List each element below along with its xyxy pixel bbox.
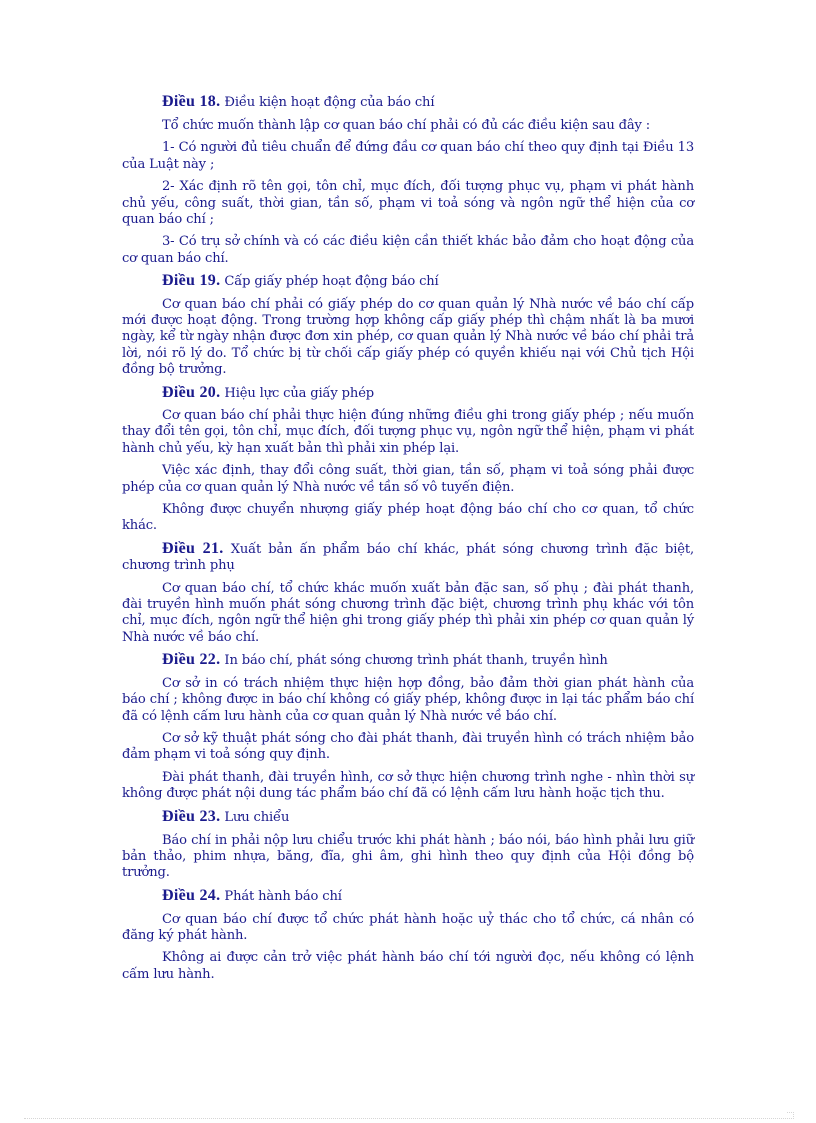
article-title: In báo chí, phát sóng chương trình phát thanh, truyền hình [224, 653, 608, 669]
article-number: Điều 22. [162, 651, 221, 669]
document-body [122, 94, 694, 989]
paragraph: Cơ quan báo chí, tổ chức khác muốn xuất bản đặc san, số phụ ; đài phát thanh, đài truyền hình muốn phát sóng chương trình đặc biệt, chương trình phụ khác với tôn chỉ, mục đích, ngôn ngữ thể hiện ghi trong giấy phép thì phải xin phép cơ quan quản lý Nhà nước về báo chí. [122, 581, 694, 645]
article-number: Điều 18. [162, 93, 221, 110]
page-bottom-border [24, 1118, 792, 1119]
article-number: Điều 24. [162, 886, 221, 904]
article-heading [122, 541, 694, 574]
article-title: Cấp giấy phép hoạt động báo chí [224, 274, 439, 290]
paragraph: Báo chí in phải nộp lưu chiểu trước khi phát hành ; báo nói, báo hình phải lưu giữ bản thảo, phim nhựa, băng, đĩa, ghi âm, ghi hình theo quy định của Hội đồng bộ trưởng. [122, 832, 694, 881]
paragraph: Cơ quan báo chí phải có giấy phép do cơ quan quản lý Nhà nước về báo chí cấp mới được hoạt động. Trong trường hợp không cấp giấy phép thì chậm nhất là ba mươi ngày, kể từ ngày nhận được đơn xin phép, cơ quan quản lý Nhà nước về báo chí phải trả lời, nói rõ lý do. Tổ chức bị từ chối cấp giấy phép có quyền khiếu nại với Chủ tịch Hội đồng bộ trưởng. [122, 297, 694, 377]
article-heading [122, 273, 694, 290]
article-heading [122, 94, 694, 111]
article-heading [122, 888, 694, 905]
paragraph: Đài phát thanh, đài truyền hình, cơ sở thực hiện chương trình nghe - nhìn thời sự không được phát nội dung tác phẩm báo chí đã có lệnh cấm lưu hành hoặc tịch thu. [122, 770, 694, 802]
paragraph: Không ai được cản trở việc phát hành báo chí tới người đọc, nếu không có lệnh cấm lưu hành. [122, 950, 694, 982]
paragraph: Tổ chức muốn thành lập cơ quan báo chí phải có đủ các điều kiện sau đây : [162, 117, 651, 133]
paragraph: Cơ sở in có trách nhiệm thực hiện hợp đồng, bảo đảm thời gian phát hành của báo chí ; không được in báo chí không có giấy phép, không được in lại tác phẩm báo chí đã có lệnh cấm lưu hành của cơ quan quản lý Nhà nước về báo chí. [122, 676, 694, 724]
article-title: Xuất bản ấn phẩm báo chí khác, phát sóng chương trình đặc biệt, chương trình phụ [122, 542, 694, 574]
paragraph: Cơ quan báo chí phải thực hiện đúng những điều ghi trong giấy phép ; nếu muốn thay đổi tên gọi, tôn chỉ, mục đích, đối tượng phục vụ, ngôn ngữ thể hiện, phạm vi phát hành chủ yếu, kỳ hạn xuất bản thì phải xin phép lại. [122, 408, 694, 456]
paragraph: Việc xác định, thay đổi công suất, thời gian, tần số, phạm vi toả sóng phải được phép của cơ quan quản lý Nhà nước về tần số vô tuyến điện. [122, 463, 694, 495]
paragraph: Cơ sở kỹ thuật phát sóng cho đài phát thanh, đài truyền hình có trách nhiệm bảo đảm phạm vi toả sóng quy định. [122, 731, 694, 763]
page-corner-mark [787, 1112, 794, 1119]
article-heading [122, 809, 694, 826]
paragraph: 3- Có trụ sở chính và có các điều kiện cần thiết khác bảo đảm cho hoạt động của cơ quan báo chí. [122, 234, 694, 266]
article-title: Hiệu lực của giấy phép [224, 385, 375, 401]
article-heading [122, 385, 694, 402]
article-heading [122, 652, 694, 669]
paragraph: Không được chuyển nhượng giấy phép hoạt động báo chí cho cơ quan, tổ chức khác. [122, 502, 694, 534]
article-number: Điều 21. [162, 540, 224, 558]
article-number: Điều 19. [162, 272, 221, 290]
article-number: Điều 20. [162, 383, 221, 401]
paragraph: Cơ quan báo chí được tổ chức phát hành hoặc uỷ thác cho tổ chức, cá nhân có đăng ký phát hành. [122, 911, 694, 943]
article-number: Điều 23. [162, 808, 221, 826]
paragraph: 1- Có người đủ tiêu chuẩn để đứng đầu cơ quan báo chí theo quy định tại Điều 13 của Luật này ; [122, 140, 694, 172]
article-title: Phát hành báo chí [224, 888, 342, 904]
article-title: Điều kiện hoạt động của báo chí [224, 95, 435, 110]
paragraph: 2- Xác định rõ tên gọi, tôn chỉ, mục đích, đối tượng phục vụ, phạm vi phát hành chủ yếu, công suất, thời gian, tần số, phạm vi toả sóng và ngôn ngữ thể hiện của cơ quan báo chí ; [122, 179, 694, 227]
article-title: Lưu chiểu [224, 810, 290, 826]
